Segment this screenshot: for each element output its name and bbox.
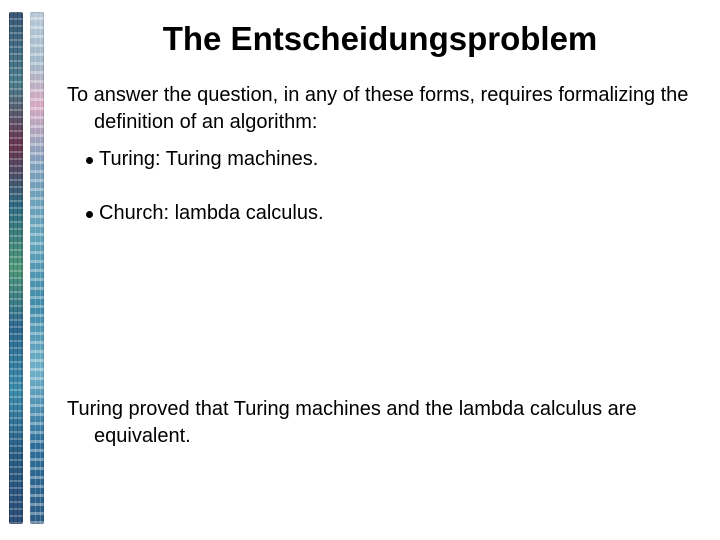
bullet-text: Turing: Turing machines. [99, 148, 319, 170]
slide-title: The Entscheidungsproblem [162, 20, 598, 57]
bullet-text: Church: lambda calculus. [99, 202, 324, 224]
bullet-item-church [86, 200, 324, 227]
bullet-item-turing [86, 146, 318, 173]
bullet-dot-icon [86, 211, 93, 218]
bullet-dot-icon [86, 157, 93, 164]
decorative-mosaic-strip-left [9, 12, 23, 524]
conclusion-paragraph: Turing proved that Turing machines and the lambda calculus are equivalent. [67, 398, 637, 447]
decorative-mosaic-strip-right [30, 12, 44, 524]
intro-paragraph: To answer the question, in any of these forms, requires formalizing the definition of an algorithm: [67, 84, 689, 133]
